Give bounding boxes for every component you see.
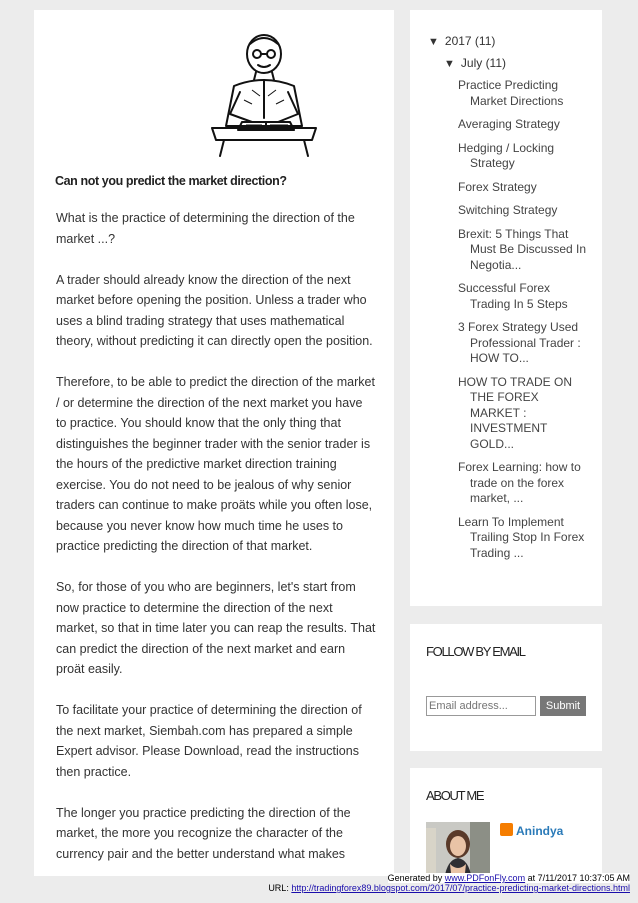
archive-post-link[interactable]: Switching Strategy: [458, 203, 558, 217]
about-widget-title: ABOUT ME: [426, 788, 484, 803]
author-photo[interactable]: [426, 822, 490, 878]
post-paragraph: So, for those of you who are beginners, let's start from now practice to determine the direction of the next market, so that in time later you can reap the results. That can predict the direction of the next market and earn proät easily.: [56, 580, 376, 676]
archive-year-toggle[interactable]: [428, 34, 495, 48]
archive-post-link[interactable]: 3 Forex Strategy Used Professional Trader : HOW TO...: [458, 320, 581, 365]
archive-post-list: [458, 78, 590, 569]
archive-post-link[interactable]: Hedging / Locking Strategy: [458, 140, 555, 170]
author-name-link[interactable]: Anindya: [516, 824, 564, 838]
post-paragraph: Therefore, to be able to predict the direction of the market / or determine the direction of the next market you have to practice. You should know that the only thing that distinguishes the beginner trader with the senior trader is the hours of the predictive market direction training exercise. You do not need to be jealous of why senior traders can continue to make proäts while you often lose, because you never know how much time he uses to practice predicting the direction of that market.: [56, 375, 375, 553]
archive-post-link[interactable]: Successful Forex Trading In 5 Steps: [458, 281, 568, 311]
post-heading: Can not you predict the market direction?: [55, 174, 287, 188]
follow-widget-title: FOLLOW BY EMAIL: [426, 644, 525, 659]
archive-post-link[interactable]: Learn To Implement Trailing Stop In Forex Trading ...: [458, 514, 585, 560]
archive-post-link[interactable]: Forex Learning: how to trade on the forex market, ...: [458, 460, 581, 505]
pdfonfly-link[interactable]: www.PDFonFly.com: [444, 873, 526, 883]
archive-month-label[interactable]: July (11): [460, 56, 507, 70]
submit-button[interactable]: Submit: [540, 696, 586, 716]
archive-post-link[interactable]: Brexit: 5 Things That Must Be Discussed In Negotia...: [458, 226, 587, 272]
archive-year-label[interactable]: 2017 (11): [444, 34, 496, 48]
triangle-down-icon[interactable]: ▼: [444, 58, 455, 70]
footer-generated-note: [388, 873, 630, 883]
footer-generated-prefix: Generated by: [387, 873, 445, 883]
post-card: [34, 10, 394, 876]
post-body: [56, 208, 376, 876]
archive-month-toggle[interactable]: [444, 56, 506, 70]
archive-post-link[interactable]: Forex Strategy: [458, 179, 537, 194]
man-writing-illustration: [194, 30, 330, 158]
footer-url-prefix: URL:: [268, 883, 292, 893]
post-paragraph: What is the practice of determining the direction of the market ...?: [56, 211, 355, 246]
archive-post-link[interactable]: HOW TO TRADE ON THE FOREX MARKET : INVESTMENT GOLD...: [458, 374, 573, 451]
blog-archive-widget: [410, 10, 602, 606]
follow-by-email-widget: [410, 624, 602, 751]
archive-post-link[interactable]: Averaging Strategy: [458, 117, 560, 131]
post-paragraph: A trader should already know the direction of the next market before opening the position. Unless a trader who uses a blind trading strategy that uses mathematical theory, without predicting it can directly open the position.: [56, 272, 373, 348]
post-paragraph: The longer you practice predicting the direction of the market, the more you recognize the character of the currency pair and the better understand what makes: [56, 805, 351, 861]
archive-post-link[interactable]: Practice Predicting Market Directions: [458, 78, 564, 108]
footer-generated-suffix: at 7/11/2017 10:37:05 AM: [525, 873, 630, 883]
footer-url-line: [268, 883, 630, 893]
post-paragraph: To facilitate your practice of determining the direction of the next market, Siembah.com has prepared a simple Expert advisor. Please Download, read the instructions then practice.: [56, 703, 362, 779]
page-url-link[interactable]: http://tradingforex89.blogspot.com/2017/07/practice-predicting-market-directions.html: [291, 883, 630, 893]
email-field[interactable]: [426, 696, 536, 716]
triangle-down-icon[interactable]: ▼: [428, 36, 439, 48]
blogger-icon: [500, 823, 513, 836]
about-me-widget: [410, 768, 602, 878]
